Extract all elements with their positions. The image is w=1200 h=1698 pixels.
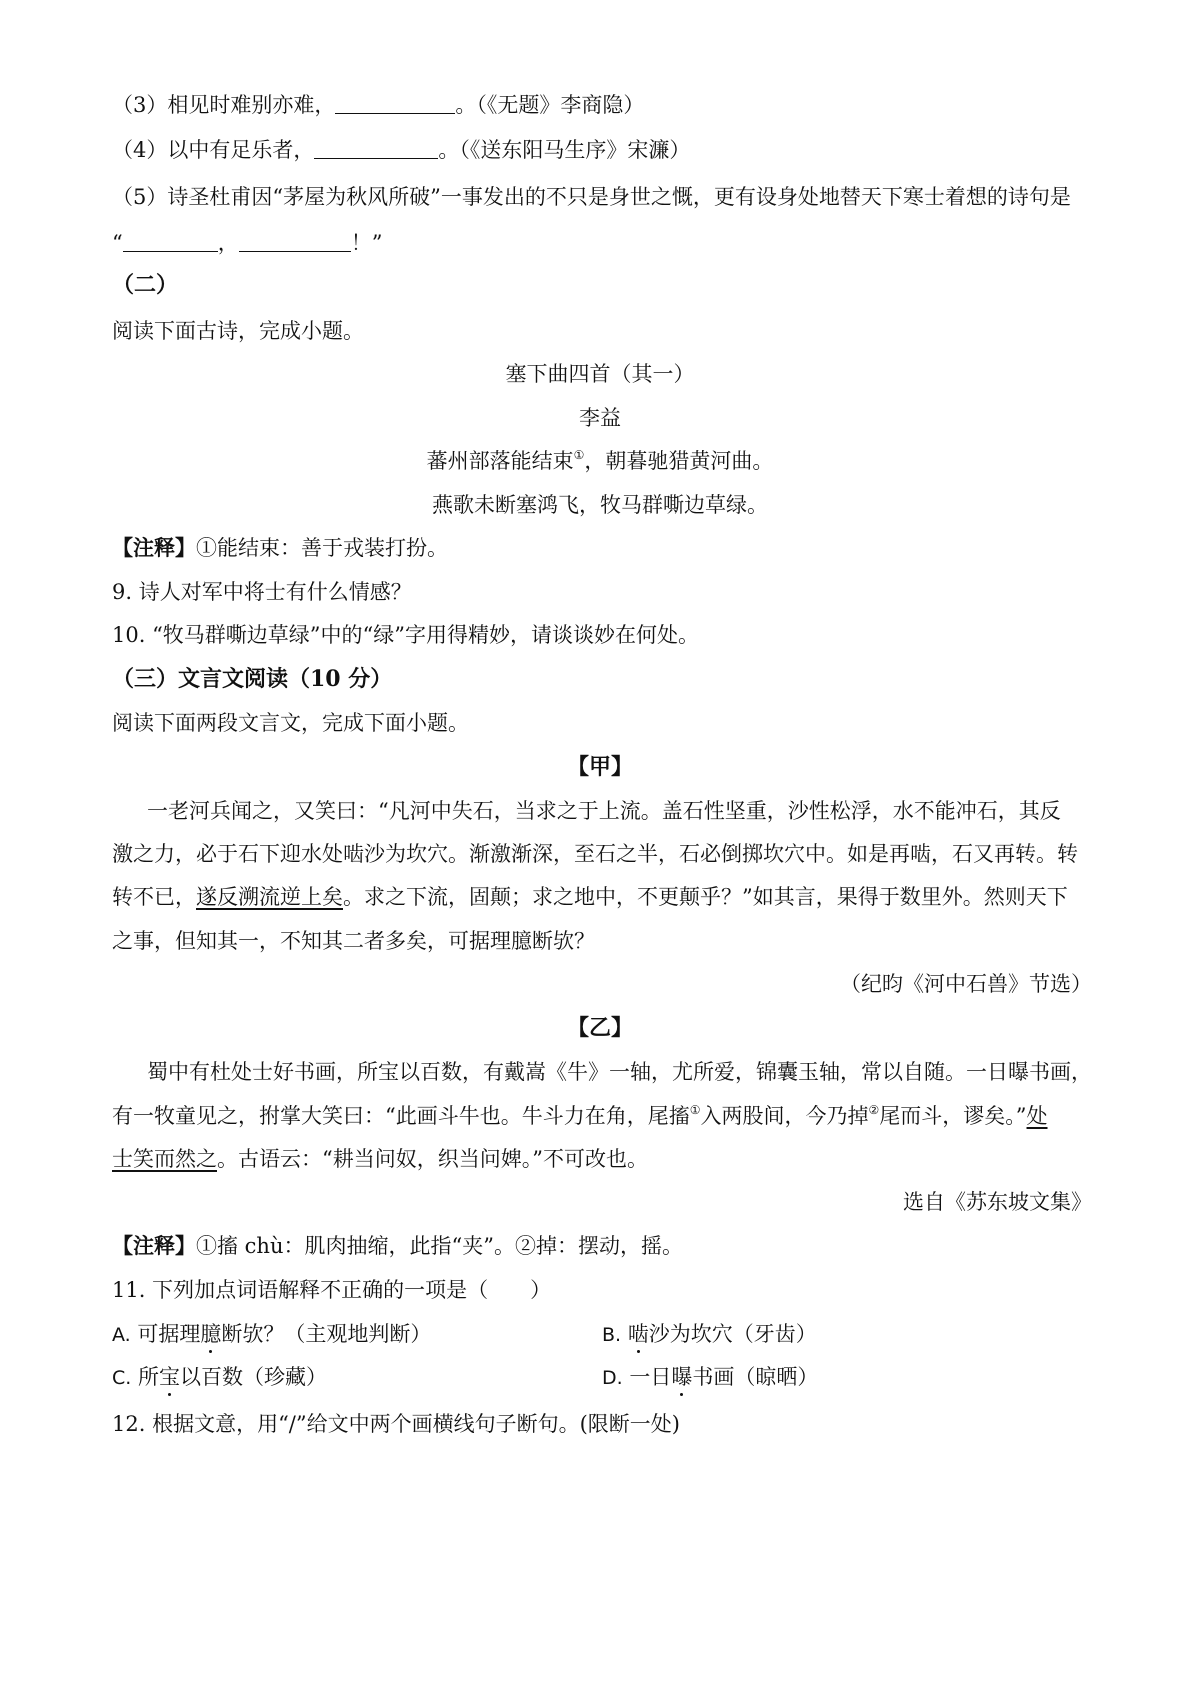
passage-yi-line: 士笑而然之。古语云：“耕当问奴，织当问婢。”不可改也。	[112, 1147, 648, 1171]
fill-question-3: （3）相见时难别亦难， 。（《无题》李商隐）	[112, 93, 645, 117]
underlined-sentence: 处	[1026, 1104, 1048, 1128]
poem-note: 【注释】①能结束：善于戎装打扮。	[112, 535, 448, 560]
underlined-sentence: 士笑而然之	[112, 1147, 217, 1171]
answer-blank[interactable]	[335, 91, 455, 114]
passage-yi-source: 选自《苏东坡文集》	[903, 1190, 1092, 1214]
question-10: 10. “牧马群嘶边草绿”中的“绿”字用得精妙，请谈谈妙在何处。	[112, 623, 700, 647]
section-heading: （三）文言文阅读（10 分）	[112, 666, 393, 692]
question-11: 11. 下列加点词语解释不正确的一项是（ ）	[112, 1278, 552, 1302]
passage-label-yi: 【乙】	[566, 1015, 633, 1041]
poem-title: 塞下曲四首（其一）	[505, 362, 695, 386]
passage-jia-line: 转不已，遂反溯流逆上矣。求之下流，固颠；求之地中，不更颠乎？”如其言，果得于数里外。然则天下	[112, 885, 1068, 909]
answer-blank[interactable]	[314, 136, 438, 159]
passage-yi-line: 蜀中有杜处士好书画，所宝以百数，有戴嵩《牛》一轴，尤所爱，锦囊玉轴，常以自随。一日曝书画，	[147, 1060, 1092, 1084]
dotted-word: 宝	[159, 1365, 180, 1389]
passage-note: 【注释】①搐 chù：肌肉抽缩，此指“夹”。②掉：摆动，摇。	[112, 1233, 683, 1258]
footnote-marker: ②	[868, 1103, 880, 1117]
passage-jia-line: 之事，但知其一，不知其二者多矣，可据理臆断欤？	[112, 929, 595, 953]
answer-blank[interactable]	[123, 229, 218, 252]
passage-jia-source: （纪昀《河中石兽》节选）	[840, 972, 1092, 996]
passage-yi-line: 有一牧童见之，拊掌大笑曰：“此画斗牛也。牛斗力在角，尾搐①入两股间，今乃掉②尾而斗，谬矣。”处	[112, 1103, 1048, 1128]
section-intro: 阅读下面两段文言文，完成下面小题。	[112, 711, 469, 735]
fill-question-5-blanks: “ ， ！”	[112, 231, 383, 255]
fill-question-5: （5）诗圣杜甫因“茅屋为秋风所破”一事发出的不只是身世之慨，更有设身处地替天下寒士着想的诗句是	[112, 185, 1071, 209]
poem-author: 李益	[579, 406, 621, 430]
fill-question-4: （4）以中有足乐者， 。（《送东阳马生序》宋濂）	[112, 138, 691, 162]
option-d[interactable]: D. 一日曝书画（晾晒）	[602, 1365, 819, 1389]
dotted-word: 臆	[200, 1322, 222, 1346]
option-b[interactable]: B. 啮沙为坎穴（牙齿）	[602, 1322, 817, 1346]
question-9: 9. 诗人对军中将士有什么情感？	[112, 580, 412, 604]
section-intro: 阅读下面古诗，完成小题。	[112, 319, 364, 343]
dotted-word: 啮	[627, 1322, 649, 1346]
footnote-marker: ①	[689, 1103, 701, 1117]
note-label: 【注释】	[112, 535, 196, 560]
underlined-sentence: 遂反溯流逆上矣	[196, 885, 343, 909]
passage-label-jia: 【甲】	[566, 754, 633, 780]
option-a[interactable]: A. 可据理臆断欤？（主观地判断）	[112, 1322, 432, 1346]
passage-jia-line: 一老河兵闻之，又笑曰：“凡河中失石，当求之于上流。盖石性坚重，沙性松浮，水不能冲石，其反	[147, 799, 1061, 823]
note-label: 【注释】	[112, 1233, 196, 1258]
poem-line: 燕歌未断塞鸿飞，牧马群嘶边草绿。	[432, 493, 768, 517]
poem-line: 蕃州部落能结束①，朝暮驰猎黄河曲。	[426, 448, 774, 473]
answer-blank[interactable]	[239, 229, 351, 252]
dotted-word: 曝	[671, 1365, 693, 1389]
question-12: 12. 根据文意，用“/”给文中两个画横线句子断句。(限断一处)	[112, 1412, 681, 1436]
passage-jia-line: 激之力，必于石下迎水处啮沙为坎穴。渐激渐深，至石之半，石必倒掷坎穴中。如是再啮，石又再转。转	[112, 842, 1078, 866]
footnote-marker: ①	[573, 448, 585, 462]
section-heading: （二）	[112, 272, 179, 298]
option-c[interactable]: C. 所宝以百数（珍藏）	[112, 1365, 327, 1389]
